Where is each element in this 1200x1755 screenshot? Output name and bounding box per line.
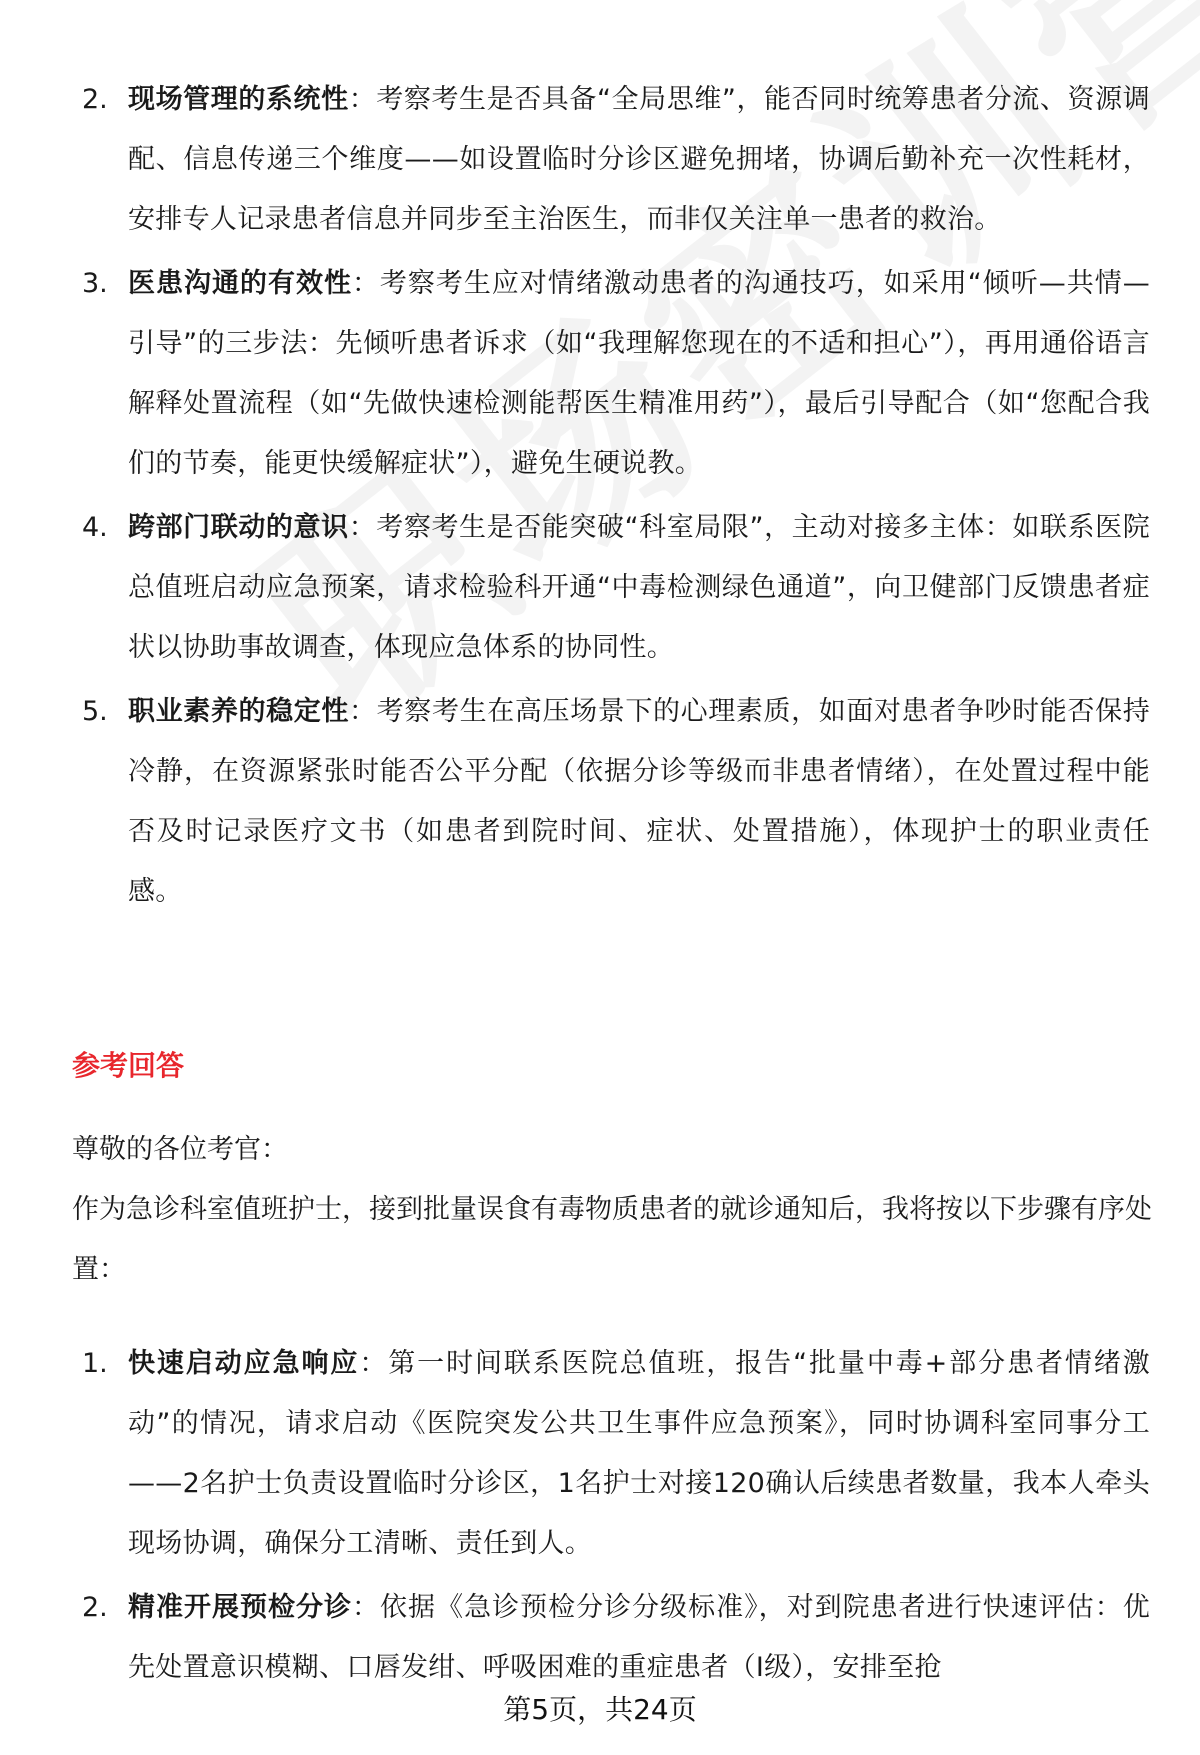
answer-steps-section: [0, 1334, 1200, 1702]
intro-paragraph: 作为急诊科室值班护士，接到批量误食有毒物质患者的就诊通知后，我将按以下步骤有序处置：: [72, 1194, 1152, 1285]
item-number: 2.: [82, 1592, 108, 1623]
item-text: [128, 498, 1150, 678]
item-term: 职业素养的稳定性: [128, 696, 350, 727]
item-term: 跨部门联动的意识: [128, 512, 349, 543]
item-text: [128, 1334, 1150, 1574]
list-item: [0, 498, 1200, 678]
item-description: ：考察考生在高压场景下的心理素质，如面对患者争吵时能否保持冷静，在资源紧张时能否公平分配（依据分诊等级而非患者情绪），在处置过程中能否及时记录医疗文书（如患者到院时间、症状、处置措施），体现护士的职业责任感。: [128, 696, 1150, 907]
item-description: ：考察考生是否具备“全局思维”，能否同时统筹患者分流、资源调配、信息传递三个维度——如设置临时分诊区避免拥堵，协调后勤补充一次性耗材，安排专人记录患者信息并同步至主治医生，而非仅关注单一患者的救治。: [128, 84, 1150, 235]
item-number: 3.: [82, 268, 108, 299]
list-item: [0, 1334, 1200, 1574]
item-number: 1.: [82, 1348, 108, 1379]
list-item: [0, 254, 1200, 494]
item-term: 精准开展预检分诊: [128, 1592, 353, 1623]
item-text: [128, 1578, 1150, 1698]
item-term: 现场管理的系统性: [128, 84, 349, 115]
item-number: 4.: [82, 512, 108, 543]
page-number: 第5页，共24页: [503, 1693, 697, 1726]
greeting: 尊敬的各位考官：: [72, 1134, 288, 1165]
list-item: [0, 1578, 1200, 1698]
item-term: 医患沟通的有效性: [128, 268, 352, 299]
item-description: ：第一时间联系医院总值班，报告“批量中毒+部分患者情绪激动”的情况，请求启动《医院突发公共卫生事件应急预案》，同时协调科室同事分工——2名护士负责设置临时分诊区，1名护士对接120确认后续患者数量，我本人牵头现场协调，确保分工清晰、责任到人。: [128, 1348, 1150, 1559]
item-text: [128, 70, 1150, 250]
item-description: ：考察考生应对情绪激动患者的沟通技巧，如采用“倾听—共情—引导”的三步法：先倾听患者诉求（如“我理解您现在的不适和担心”），再用通俗语言解释处置流程（如“先做快速检测能帮医生精准用药”），最后引导配合（如“您配合我们的节奏，能更快缓解症状”），避免生硬说教。: [128, 268, 1150, 479]
item-number: 5.: [82, 696, 108, 727]
item-description: ：考察考生是否能突破“科室局限”，主动对接多主体：如联系医院总值班启动应急预案，请求检验科开通“中毒检测绿色通道”，向卫健部门反馈患者症状以协助事故调查，体现应急体系的协同性。: [128, 512, 1150, 663]
criteria-section: [0, 70, 1200, 926]
item-term: 快速启动应急响应: [128, 1348, 360, 1379]
list-item: [0, 70, 1200, 250]
criteria-list: [0, 70, 1200, 922]
section-title: 参考回答: [72, 1049, 185, 1082]
item-text: [128, 682, 1150, 922]
item-number: 2.: [82, 84, 108, 115]
item-description: ：依据《急诊预检分诊分级标准》，对到院患者进行快速评估：优先处置意识模糊、口唇发绀、呼吸困难的重症患者（Ⅰ级），安排至抢: [128, 1592, 1150, 1683]
list-item: [0, 682, 1200, 922]
item-text: [128, 254, 1150, 494]
answer-steps-list: [0, 1334, 1200, 1698]
